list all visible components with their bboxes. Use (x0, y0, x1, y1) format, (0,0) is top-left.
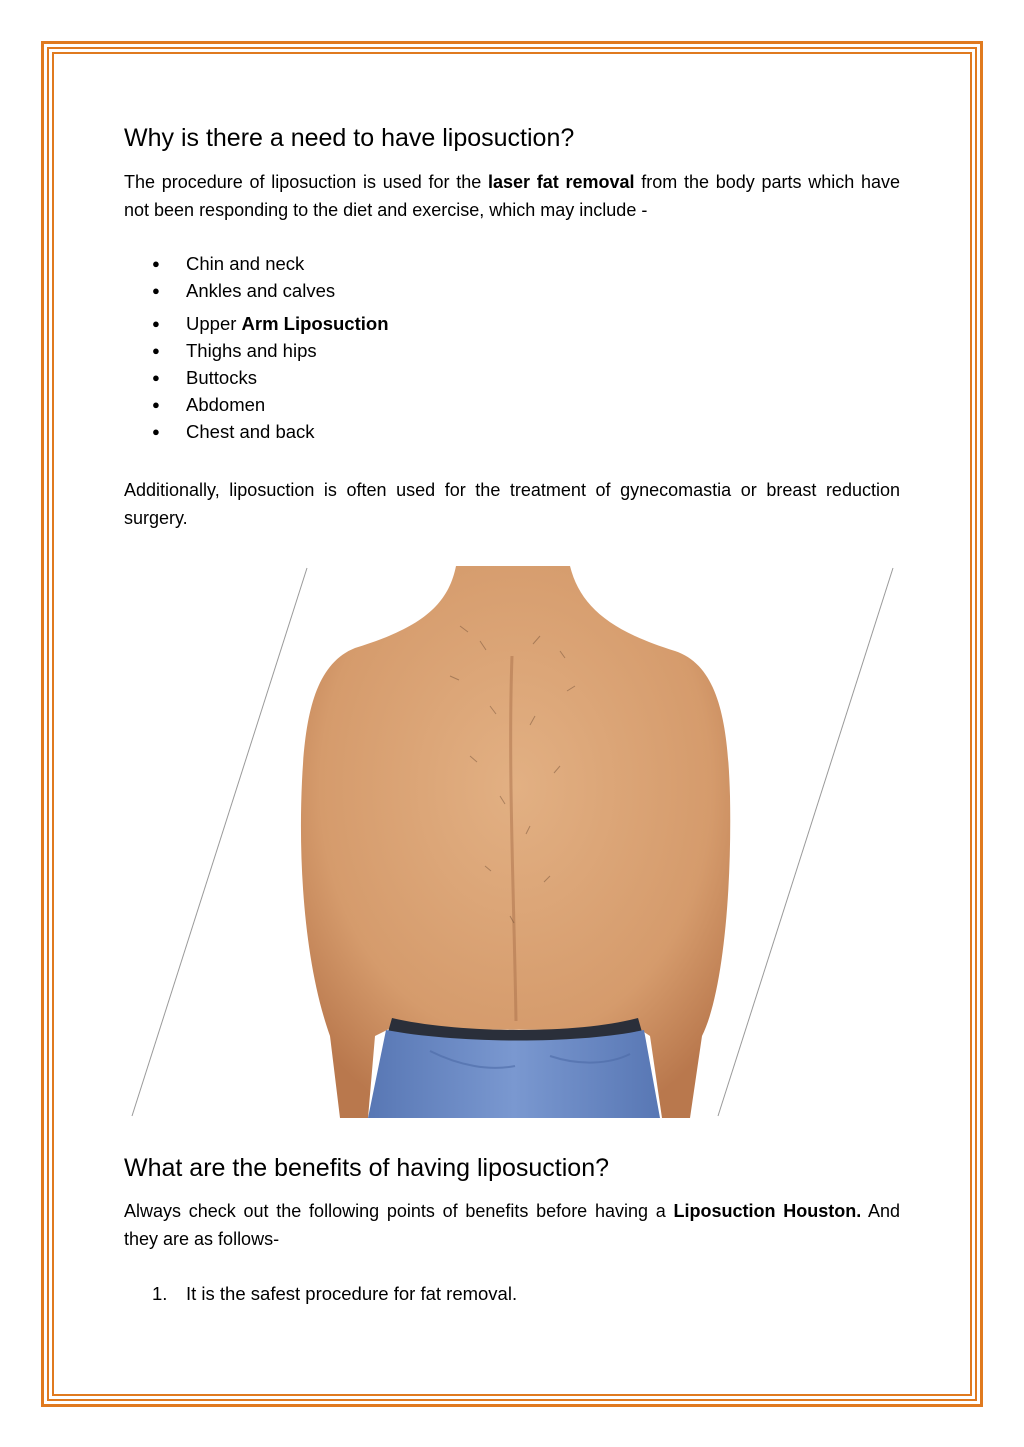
list-item: ● Abdomen (124, 391, 389, 418)
section2-intro: Always check out the following points of benefits before having a Liposuction Houston. And they are as follows- (124, 1201, 900, 1249)
list-item: ● Ankles and calves (124, 277, 389, 304)
body-parts-list (124, 250, 389, 445)
arm-liposuction-link[interactable]: Arm Liposuction (241, 313, 389, 334)
back-photo (130, 566, 895, 1118)
section1-heading: Why is there a need to have liposuction? (124, 124, 575, 152)
section1-additional: Additionally, liposuction is often used for the treatment of gynecomastia or breast reduction surgery. (124, 480, 900, 528)
list-item: ● Chest and back (124, 418, 389, 445)
list-item: ● Upper Arm Liposuction (124, 310, 389, 337)
liposuction-houston-link[interactable]: Liposuction Houston. (673, 1201, 862, 1221)
list-item: 1. It is the safest procedure for fat removal. (152, 1283, 518, 1304)
section2-heading: What are the benefits of having liposuction? (124, 1154, 610, 1182)
list-item: ● Thighs and hips (124, 337, 389, 364)
section1-intro: The procedure of liposuction is used for the laser fat removal from the body parts which have not been responding to the diet and exercise, which may include - (124, 172, 901, 220)
list-item: ● Chin and neck (124, 250, 389, 277)
list-item: ● Buttocks (124, 364, 389, 391)
benefits-list (124, 1280, 517, 1307)
